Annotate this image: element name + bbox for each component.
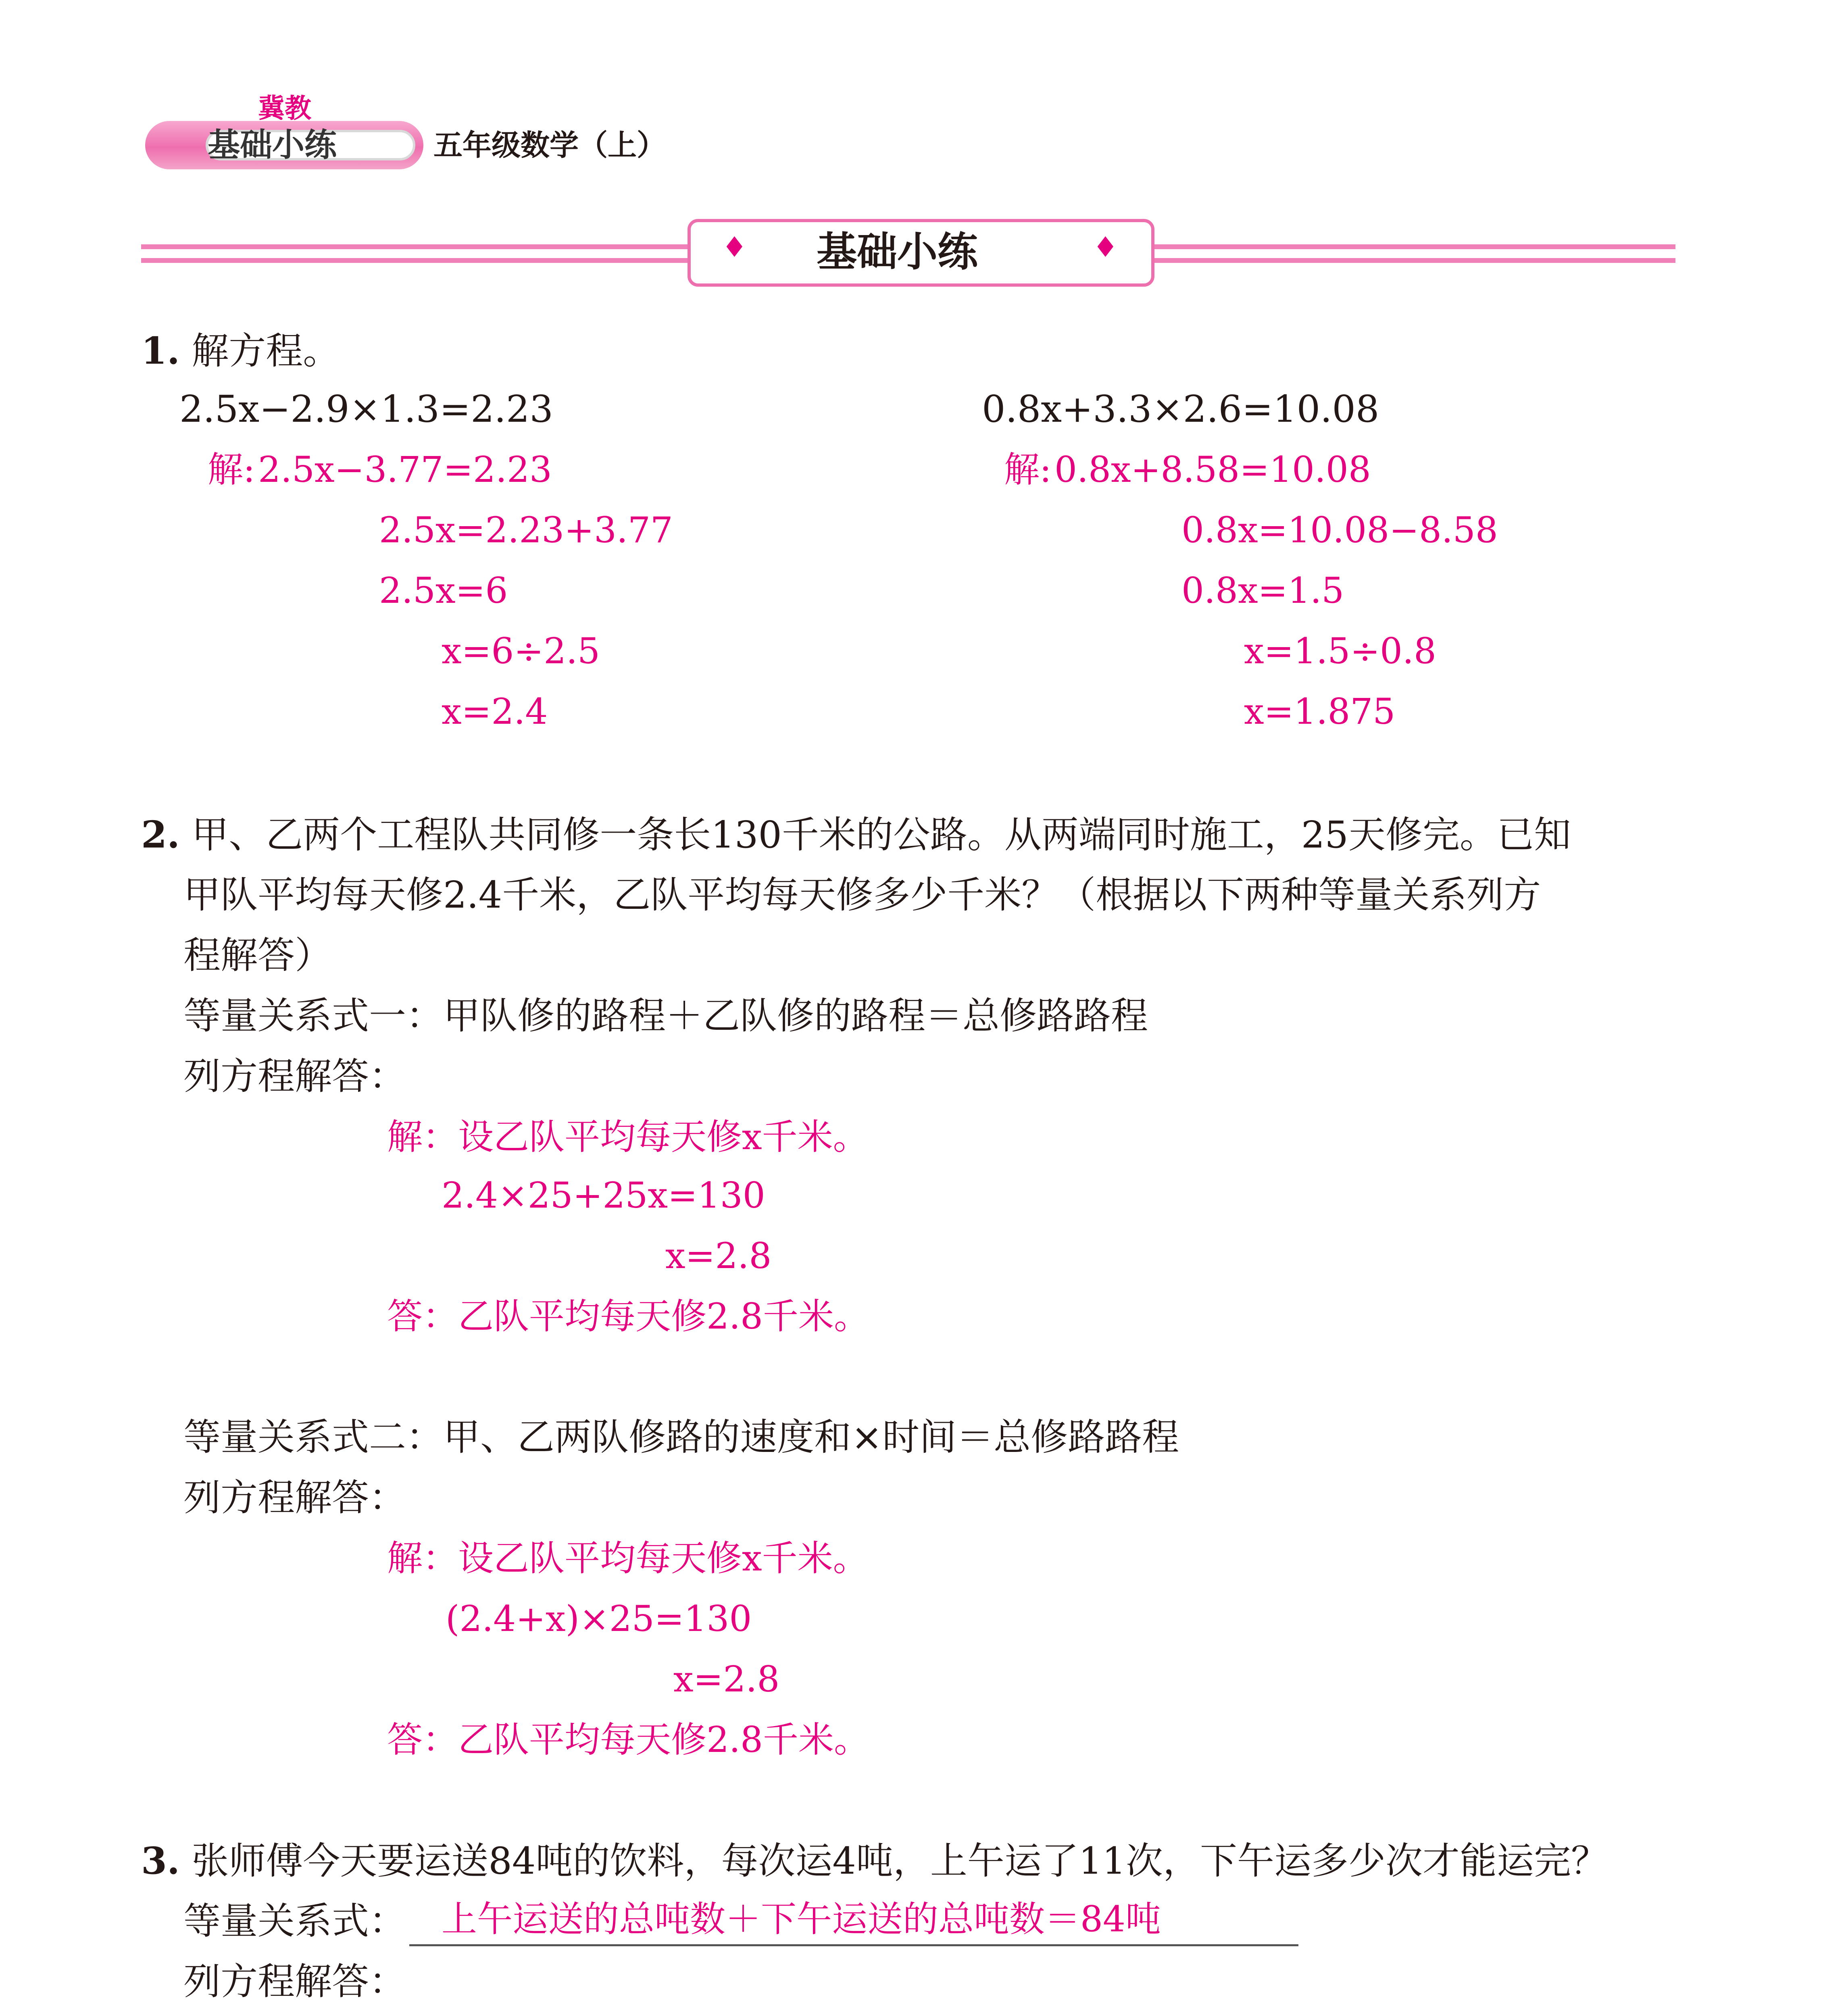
q2-answer2-line: 答：乙队平均每天修2.8千米。 [387,1719,869,1760]
question-number: 3. [141,1839,180,1883]
q1-right-step: x=1.875 [1244,691,1396,732]
q1-right-equation: 0.8x+3.3×2.6=10.08 [982,387,1379,431]
q2-answer1-line: 解：设乙队平均每天修x千米。 [387,1116,869,1158]
q2-answer2-line: (2.4+x)×25=130 [446,1598,752,1639]
question-prompt: 解方程。 [192,329,340,373]
q1-left-step: x=2.4 [442,691,548,732]
question-3 [141,1837,1608,1885]
q1-left-solution-label: 解: [208,449,255,490]
solve-prompt: 列方程解答： [183,1960,406,2003]
q1-right-solution-label: 解: [1004,449,1052,490]
solve-prompt: 列方程解答： [183,1055,406,1098]
q1-left-step: x=6÷2.5 [442,630,600,672]
q1-left-equation: 2.5x−2.9×1.3=2.23 [179,387,553,431]
diamond-icon: ♦ [722,231,747,264]
q2-answer2-line: 解：设乙队平均每天修x千米。 [387,1537,869,1579]
q1-left-step: 2.5x=6 [379,570,508,611]
q1-right-step: 0.8x+8.58=10.08 [1054,449,1371,490]
q2-answer1-line: x=2.8 [665,1235,772,1277]
question-number: 2. [141,813,180,856]
q1-right-step: 0.8x=1.5 [1181,570,1344,611]
relation-answer: 上午运送的总吨数＋下午运送的总吨数＝84吨 [442,1898,1161,1940]
relation-1: 等量关系式一：甲队修的路程＋乙队修的路程＝总修路路程 [183,994,1148,1037]
question-2 [141,810,1571,859]
relation-label: 等量关系式： [183,1899,406,1943]
section-band-bottom-right [1154,258,1675,263]
q1-right-step: x=1.5÷0.8 [1244,630,1436,672]
q2-answer1-line: 2.4×25+25x=130 [442,1175,765,1216]
section-band-bottom [141,258,688,263]
q1-right-step: 0.8x=10.08−8.58 [1181,509,1498,551]
publisher-label: 冀教 [258,93,311,124]
q1-left-step: 2.5x−3.77=2.23 [258,449,552,490]
section-band-top-right [1154,244,1675,249]
question-text-line: 甲、乙两个工程队共同修一条长130千米的公路。从两端同时施工，25天修完。已知 [192,813,1571,856]
q2-answer1-line: 答：乙队平均每天修2.8千米。 [387,1295,869,1337]
question-text-line: 程解答） [183,934,332,977]
q2-answer2-line: x=2.8 [673,1658,780,1700]
question-text-line: 甲队平均每天修2.4千米，乙队平均每天修多少千米？（根据以下两种等量关系列方 [183,873,1541,916]
solve-prompt: 列方程解答： [183,1476,406,1519]
question-text: 张师傅今天要运送84吨的饮料，每次运4吨，上午运了11次，下午运多少次才能运完？ [192,1839,1608,1883]
section-title: 基础小练 [817,228,978,275]
book-title: 五年级数学（上） [433,128,666,162]
question-1 [141,327,340,375]
q1-left-step: 2.5x=2.23+3.77 [379,509,673,551]
section-band-top [141,244,688,249]
relation-2: 等量关系式二：甲、乙两队修路的速度和×时间＝总修路路程 [183,1416,1179,1459]
series-label: 基础小练 [208,126,337,164]
answer-underline [409,1944,1298,1946]
question-number: 1. [141,329,180,373]
diamond-icon: ♦ [1093,231,1118,264]
